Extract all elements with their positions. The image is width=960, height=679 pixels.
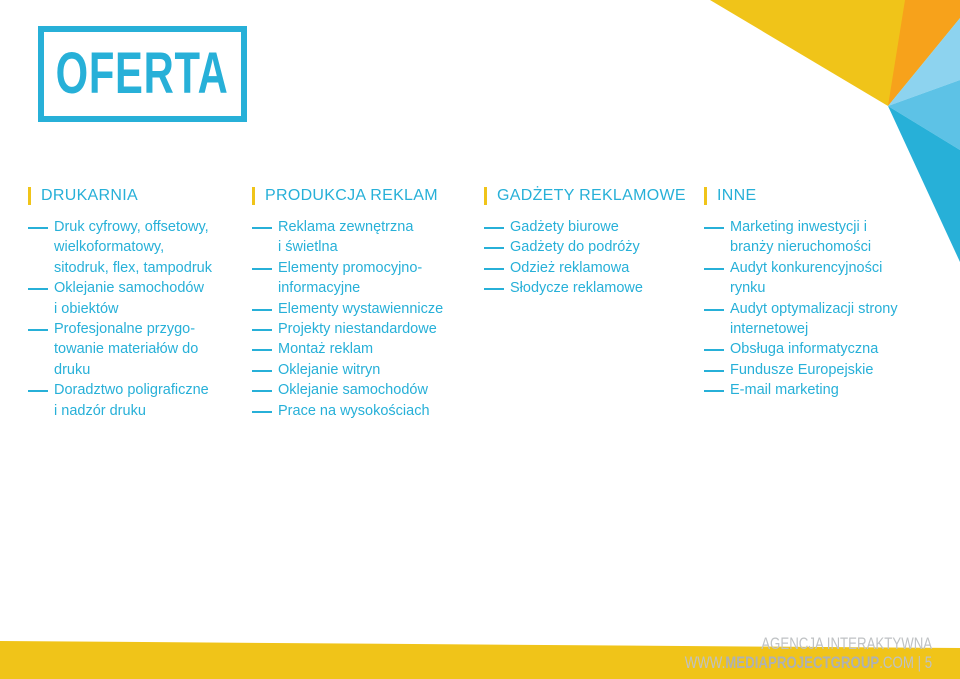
title-box [38, 26, 247, 122]
heading-text: PRODUKCJA REKLAM [265, 187, 438, 204]
list-item: Projekty niestandardowe [252, 319, 472, 339]
column-heading [484, 185, 694, 207]
dash-bullet [704, 268, 724, 270]
list-item: Audyt konkurencyjności rynku [704, 258, 924, 299]
dash-bullet [704, 309, 724, 311]
list-item: Marketing inwestycji i branży nieruchomości [704, 217, 924, 258]
column-drukarnia [28, 185, 238, 421]
heading-marker [484, 187, 487, 205]
heading-text: DRUKARNIA [41, 187, 138, 204]
footer-separator: | [917, 653, 921, 672]
list-item: Montaż reklam [252, 339, 472, 359]
dash-bullet [484, 227, 504, 229]
footer [615, 634, 932, 673]
list-item: E-mail marketing [704, 380, 924, 400]
list-item: Elementy wystawiennicze [252, 299, 472, 319]
agency-name: AGENCJA INTERAKTYWNA [761, 634, 932, 653]
page-title: OFERTA [56, 41, 229, 106]
dash-bullet [252, 349, 272, 351]
list-item: Oklejanie samochodów [252, 380, 472, 400]
dash-bullet [28, 227, 48, 229]
column-heading [252, 185, 472, 207]
column-gadzety-reklamowe [484, 185, 694, 299]
url-brand: MEDIAPROJECTGROUP [725, 653, 880, 672]
list-item: Odzież reklamowa [484, 258, 694, 278]
list-item: Obsługa informatyczna [704, 339, 924, 359]
dash-bullet [252, 329, 272, 331]
list-item: Profesjonalne przygo- towanie materiałów do druku [28, 319, 238, 380]
column-produkcja-reklam [252, 185, 472, 421]
dash-bullet [252, 390, 272, 392]
url-prefix: WWW. [684, 653, 726, 672]
dash-bullet [28, 390, 48, 392]
list-item: Fundusze Europejskie [704, 360, 924, 380]
heading-text: GADŻETY REKLAMOWE [497, 187, 686, 204]
list-item: Gadżety do podróży [484, 237, 694, 257]
dash-bullet [252, 309, 272, 311]
dash-bullet [252, 411, 272, 413]
page-number: 5 [924, 653, 932, 672]
list-item: Słodycze reklamowe [484, 278, 694, 298]
dash-bullet [252, 227, 272, 229]
column-heading [28, 185, 238, 207]
list-item: Oklejanie witryn [252, 360, 472, 380]
list-item: Audyt optymalizacji strony internetowej [704, 299, 924, 340]
dash-bullet [704, 390, 724, 392]
list-item: Druk cyfrowy, offsetowy, wielkoformatowy, sitodruk, flex, tampodruk [28, 217, 238, 278]
footer-agency-line [615, 634, 932, 654]
list-item: Gadżety biurowe [484, 217, 694, 237]
list-item: Reklama zewnętrzna i świetlna [252, 217, 472, 258]
dash-bullet [704, 227, 724, 229]
dash-bullet [484, 247, 504, 249]
list-item: Doradztwo poligraficzne i nadzór druku [28, 380, 238, 421]
column-heading [704, 185, 924, 207]
dash-bullet [252, 268, 272, 270]
list-item: Prace na wysokościach [252, 401, 472, 421]
dash-bullet [484, 288, 504, 290]
url-suffix: .COM [879, 653, 914, 672]
heading-marker [704, 187, 707, 205]
dash-bullet [252, 370, 272, 372]
dash-bullet [28, 288, 48, 290]
list-item: Oklejanie samochodów i obiektów [28, 278, 238, 319]
list-item: Elementy promocyjno- informacyjne [252, 258, 472, 299]
dash-bullet [28, 329, 48, 331]
dash-bullet [484, 268, 504, 270]
website-url[interactable] [685, 653, 932, 673]
column-inne [704, 185, 924, 401]
heading-marker [252, 187, 255, 205]
heading-marker [28, 187, 31, 205]
heading-text: INNE [717, 187, 757, 204]
dash-bullet [704, 370, 724, 372]
dash-bullet [704, 349, 724, 351]
footer-url-line [615, 653, 932, 673]
